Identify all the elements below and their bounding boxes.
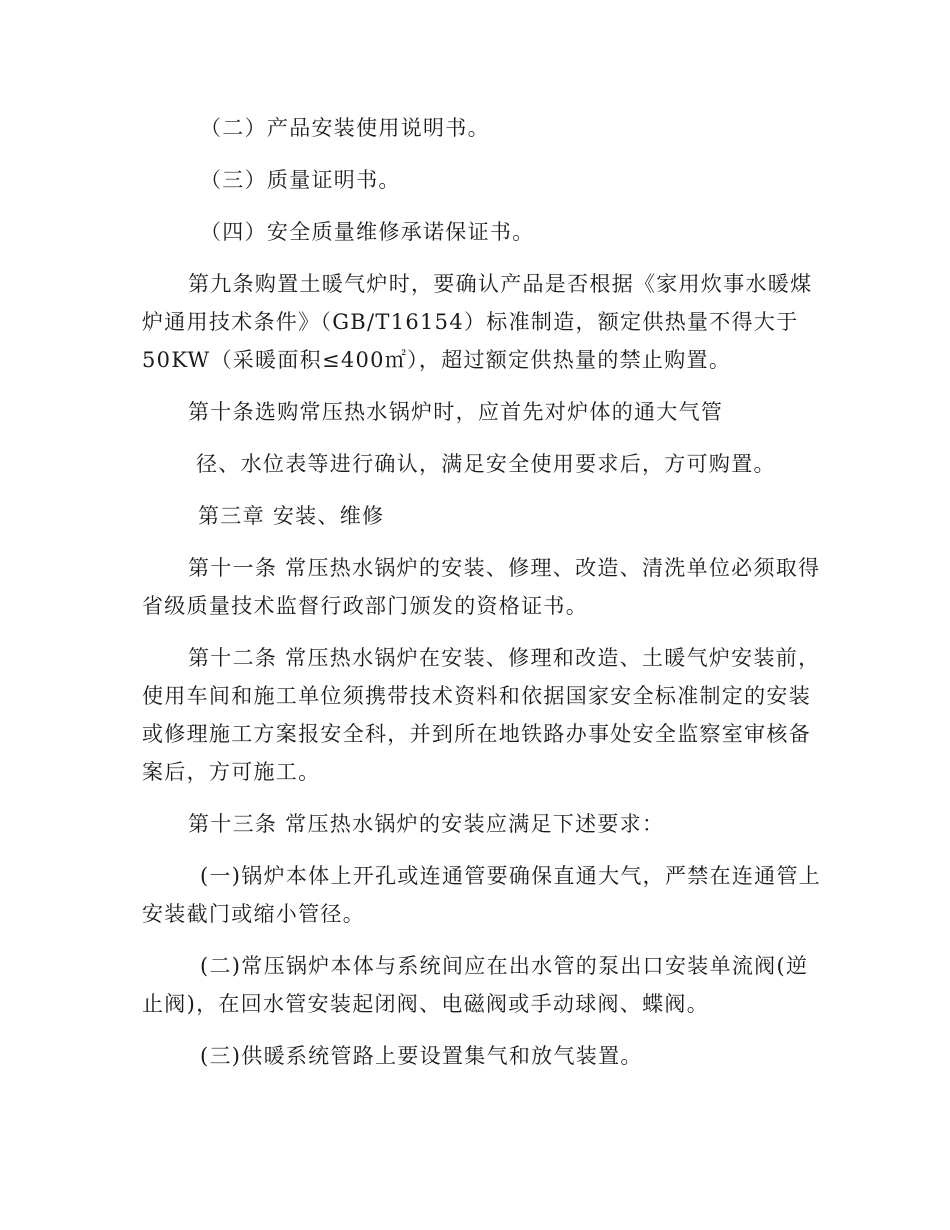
item-1-line-1: (一)锅炉本体上开孔或连通管要确保直通大气，严禁在连通管上	[200, 864, 822, 888]
article-12-line-1: 第十二条 常压热水锅炉在安装、修理和改造、土暖气炉安装前，	[188, 646, 821, 670]
article-12-line-3: 或修理施工方案报安全科，并到所在地铁路办事处安全监察室审核备	[142, 722, 811, 746]
item-2-line-2: 止阀)，在回水管安装起闭阀、电磁阀或手动球阀、蝶阀。	[142, 992, 709, 1016]
article-9-line-1: 第九条购置土暖气炉时，要确认产品是否根据《家用炊事水暖煤	[188, 272, 813, 296]
chapter-3-heading: 第三章 安装、维修	[198, 504, 385, 528]
item-2-line-1: (二)常压锅炉本体与系统间应在出水管的泵出口安装单流阀(逆	[200, 954, 809, 978]
item-1-line-2: 安装截门或缩小管径。	[142, 902, 365, 926]
article-12-line-4: 案后，方可施工。	[142, 760, 321, 784]
article-12-line-2: 使用车间和施工单位须携带技术资料和依据国家安全标准制定的安装	[142, 684, 811, 708]
line-quality-cert: （三）质量证明书。	[200, 168, 401, 192]
line-safety-guarantee: （四）安全质量维修承诺保证书。	[200, 220, 535, 244]
article-9-line-3: 50KW（采暖面积≤400㎡），超过额定供热量的禁止购置。	[142, 348, 732, 372]
line-product-manual: （二）产品安装使用说明书。	[200, 116, 490, 140]
article-13-line-1: 第十三条 常压热水锅炉的安装应满足下述要求：	[188, 812, 665, 836]
article-11-line-1: 第十一条 常压热水锅炉的安装、修理、改造、清洗单位必须取得	[188, 556, 821, 580]
item-3-line-1: (三)供暖系统管路上要设置集气和放气装置。	[200, 1044, 643, 1068]
article-10-line-2: 径、水位表等进行确认，满足安全使用要求后，方可购置。	[196, 452, 776, 476]
article-9-line-2: 炉通用技术条件》（GB/T16154）标准制造，额定供热量不得大于	[142, 310, 799, 334]
article-11-line-2: 省级质量技术监督行政部门颁发的资格证书。	[142, 594, 588, 618]
article-10-line-1: 第十条选购常压热水锅炉时，应首先对炉体的通大气管	[188, 400, 724, 424]
